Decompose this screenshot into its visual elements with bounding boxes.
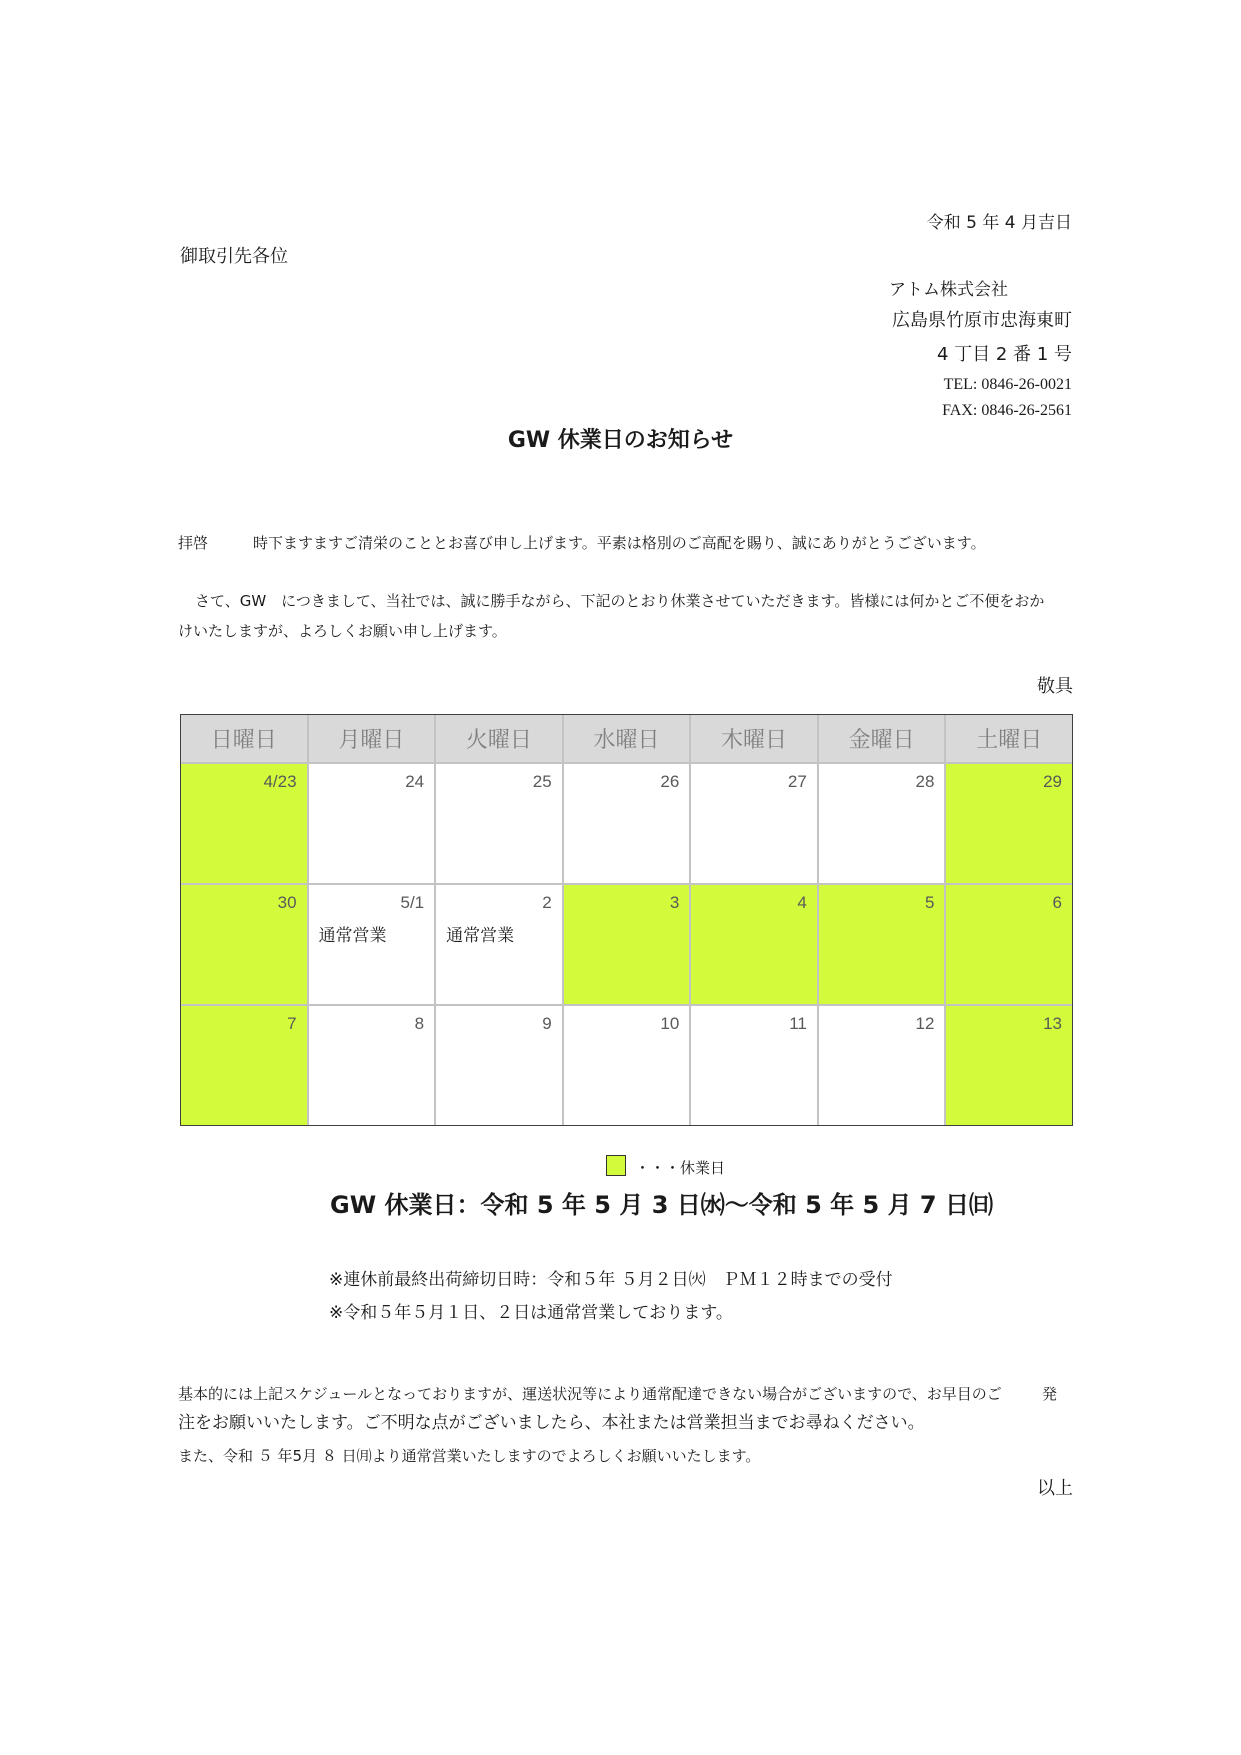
weekday-header-wed: 水曜日 — [564, 715, 690, 762]
day-number: 29 — [1043, 772, 1062, 791]
calendar-day — [309, 764, 435, 883]
day-number: 4 — [797, 893, 807, 912]
day-number: 3 — [669, 893, 680, 912]
weekday-header-thu: 木曜日 — [691, 715, 817, 762]
calendar-day — [819, 1006, 945, 1125]
day-number: 26 — [660, 772, 680, 791]
document-title: GW 休業日のお知らせ — [507, 428, 734, 453]
holiday-calendar — [180, 714, 1073, 1126]
closing-keigu: 敬具 — [1037, 676, 1073, 697]
calendar-day — [181, 1006, 307, 1125]
salutation: 拝啓 — [178, 534, 209, 552]
day-note: 通常営業 — [446, 926, 515, 946]
calendar-day — [819, 764, 945, 883]
calendar-day — [946, 764, 1072, 883]
day-number: 2 — [542, 893, 552, 912]
calendar-day — [181, 885, 307, 1004]
greeting-text: 時下ますますご清栄のこととお喜び申し上げます。平素は格別のご高配を賜り、誠にありがとうございます。 — [253, 534, 986, 552]
day-number: 12 — [915, 1014, 935, 1033]
sender-fax: FAX: 0846-26-2561 — [942, 402, 1072, 419]
calendar-day — [819, 885, 945, 1004]
day-number: 8 — [414, 1014, 425, 1033]
day-number: 7 — [287, 1014, 297, 1033]
weekday-header-sat: 土曜日 — [946, 715, 1072, 762]
calendar-day — [309, 1006, 435, 1125]
day-number: 10 — [660, 1014, 680, 1033]
day-number: 6 — [1052, 893, 1062, 912]
sender-address-line1: 広島県竹原市忠海東町 — [892, 310, 1072, 331]
recipient: 御取引先各位 — [180, 246, 288, 267]
day-number: 30 — [277, 893, 297, 912]
weekday-header-sun: 日曜日 — [181, 715, 307, 762]
weekday-header-mon: 月曜日 — [309, 715, 435, 762]
sender-tel: TEL: 0846-26-0021 — [943, 376, 1072, 393]
weekday-header-tue: 火曜日 — [436, 715, 562, 762]
paragraph-line-2: けいたしますが、よろしくお願い申し上げます。 — [178, 622, 507, 640]
legend-holiday-swatch — [606, 1155, 626, 1176]
calendar-day — [946, 885, 1072, 1004]
calendar-day — [436, 1006, 562, 1125]
day-number: 24 — [405, 772, 425, 791]
calendar-day — [691, 764, 817, 883]
sender-company: アトム株式会社 — [889, 280, 1008, 300]
paragraph-line-1: さて、GW につきまして、当社では、誠に勝手ながら、下記のとおり休業させていただきます。皆様には何かとご不便をおか — [195, 592, 1045, 610]
day-number: 5/1 — [400, 893, 425, 912]
day-number: 4/23 — [263, 772, 297, 791]
day-number: 9 — [542, 1014, 552, 1033]
letter-date: 令和 5 年 4 月吉日 — [926, 213, 1072, 233]
sender-address-line2: 4 丁目 2 番 1 号 — [937, 344, 1072, 365]
calendar-day — [691, 1006, 817, 1125]
calendar-day — [691, 885, 817, 1004]
day-number: 5 — [924, 893, 935, 912]
calendar-day — [564, 1006, 690, 1125]
shipping-deadline-note: ※連休前最終出荷締切日時：令和５年 ５月２日㈫ ＰＭ１２時までの受付 — [329, 1270, 893, 1290]
weekday-header-fri: 金曜日 — [819, 715, 945, 762]
calendar-day — [436, 764, 562, 883]
open-days-note: ※令和５年５月１日、２日は通常営業しております。 — [329, 1303, 733, 1323]
legend-text: ・・・休業日 — [635, 1159, 726, 1177]
notice-line-1-tail: 発 — [1042, 1385, 1058, 1403]
calendar-day — [181, 764, 307, 883]
calendar-day — [309, 885, 435, 1004]
day-number: 28 — [915, 772, 935, 791]
holiday-period: GW 休業日：令和 5 年 5 月 3 日㈬～令和 5 年 5 月 7 日㈰ — [330, 1191, 993, 1219]
calendar-day — [436, 885, 562, 1004]
calendar-day — [564, 764, 690, 883]
notice-line-3: また、令和 ５ 年5月 ８ 日㈪より通常営業いたしますのでよろしくお願いいたします。 — [178, 1447, 761, 1465]
day-number: 13 — [1043, 1014, 1062, 1033]
day-number: 25 — [532, 772, 552, 791]
day-number: 11 — [789, 1014, 807, 1033]
notice-line-1: 基本的には上記スケジュールとなっておりますが、運送状況等により通常配達できない場合がございますので、お早目のご — [178, 1385, 1002, 1403]
closing-ijou: 以上 — [1037, 1478, 1073, 1499]
calendar-day — [564, 885, 690, 1004]
day-number: 27 — [787, 772, 807, 791]
notice-line-2: 注をお願いいたします。ご不明な点がございましたら、本社または営業担当までお尋ねください。 — [178, 1413, 925, 1433]
calendar-day — [946, 1006, 1072, 1125]
day-note: 通常営業 — [318, 926, 387, 946]
